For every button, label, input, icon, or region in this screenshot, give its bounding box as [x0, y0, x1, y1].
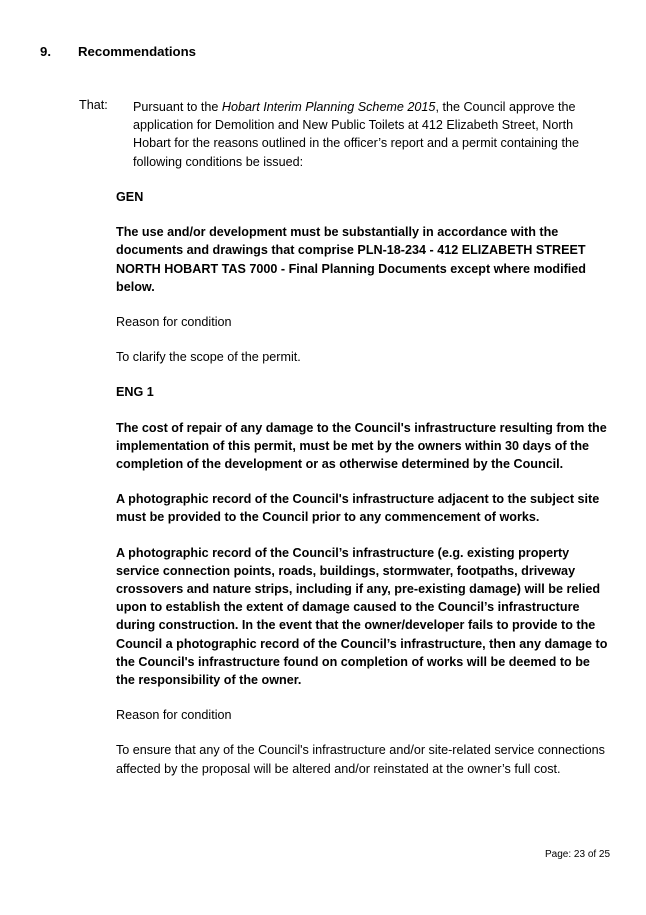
section-title: Recommendations	[78, 44, 196, 59]
intro-text-after: , the Council approve the application for Demolition and New Public Toilets at 412 Elizabeth Street, North Hobart for the reasons outlined in the officer’s report and a permit containing the following conditions be issued:	[133, 100, 579, 169]
recommendation-intro	[133, 98, 603, 171]
intro-paragraph	[133, 98, 603, 171]
condition-code-eng1: ENG 1	[116, 385, 154, 400]
intro-text-before: Pursuant to the	[133, 100, 222, 114]
condition-gen-reason-label: Reason for condition	[116, 315, 232, 330]
that-label: That:	[79, 98, 108, 112]
condition-eng1-paragraph-3: A photographic record of the Council’s infrastructure (e.g. existing property service connection points, roads, buildings, stormwater, footpaths, driveway crossovers and nature strips, including if any, pre-existing damage) will be relied upon to establish the extent of damage caused to the Council’s infrastructure during construction. In the event that the owner/developer fails to provide to the Council a photographic record of the Council’s infrastructure, then any damage to the Council's infrastructure found on completion of works will be deemed to be the responsibility of the owner.	[116, 545, 608, 688]
condition-eng1-reason-label: Reason for condition	[116, 708, 232, 723]
section-heading	[40, 44, 196, 59]
condition-gen-reason: To clarify the scope of the permit.	[116, 350, 301, 365]
condition-gen-paragraph: The use and/or development must be substantially in accordance with the documents and drawings that comprise PLN-18-234 - 412 ELIZABETH STREET NORTH HOBART TAS 7000 - Final Planning Documents except where modified below.	[116, 225, 587, 294]
scheme-name: Hobart Interim Planning Scheme 2015	[221, 100, 436, 114]
condition-code-gen: GEN	[116, 190, 144, 204]
condition-eng1-reason: To ensure that any of the Council's infrastructure and/or site-related service connections affected by the proposal will be altered and/or reinstated at the owner’s full cost.	[116, 743, 605, 776]
condition-eng1-paragraph-2: A photographic record of the Council's infrastructure adjacent to the subject site must be provided to the Council prior to any commencement of works.	[116, 492, 600, 525]
page-number: Page: 23 of 25	[545, 849, 611, 860]
conditions-list	[116, 188, 608, 778]
section-number: 9.	[40, 44, 51, 59]
condition-eng1-paragraph-1: The cost of repair of any damage to the Council's infrastructure resulting from the implementation of this permit, must be met by the owners within 30 days of the completion of the development or as otherwise determined by the Council.	[116, 420, 607, 472]
